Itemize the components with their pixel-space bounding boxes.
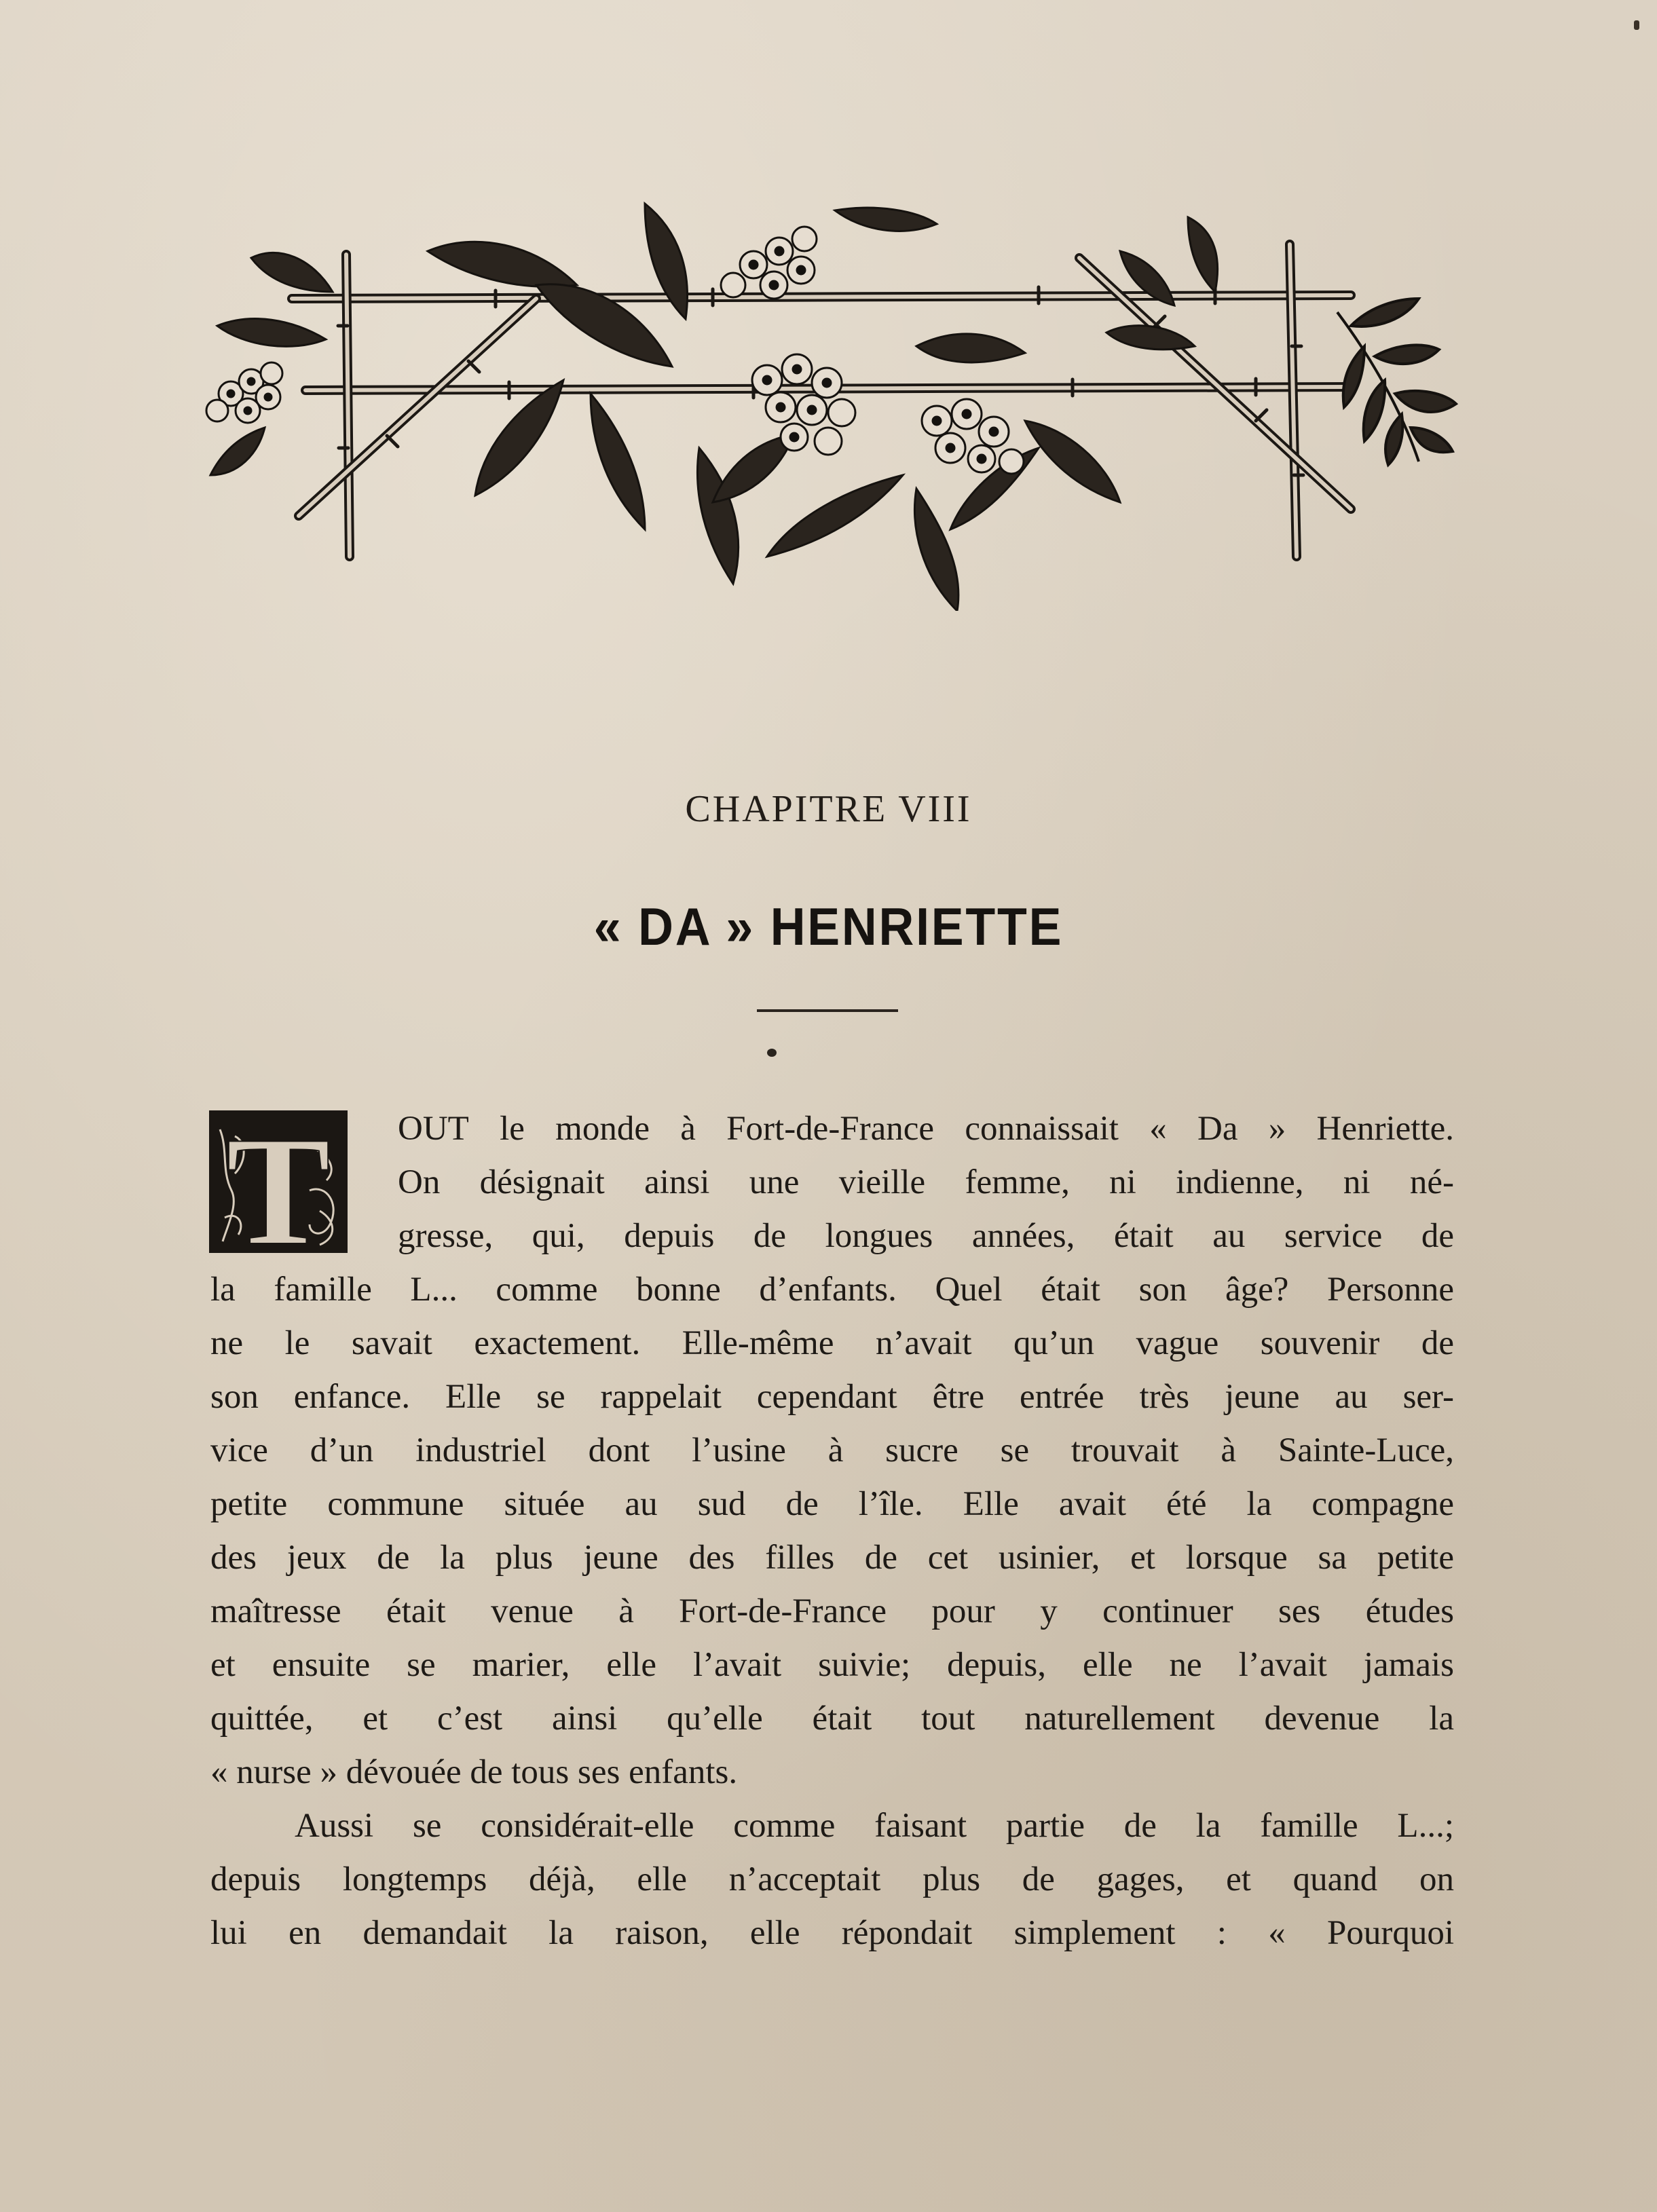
text-line: On désignait ainsi une vieille femme, ni indienne, ni né- (398, 1163, 1454, 1201)
page-edge-mark (1634, 20, 1639, 30)
text-line: et ensuite se marier, elle l’avait suivie; depuis, elle ne l’avait jamais (210, 1646, 1454, 1684)
text-line: gresse, qui, depuis de longues années, était au service de (398, 1217, 1454, 1255)
text-line: « nurse » dévouée de tous ses enfants. (210, 1753, 738, 1791)
title-dot (767, 1049, 777, 1057)
floral-bamboo-ornament (156, 190, 1487, 611)
text-line: la famille L... comme bonne d’enfants. Quel était son âge? Personne (210, 1271, 1454, 1309)
text-line: petite commune située au sud de l’île. Elle avait été la compagne (210, 1485, 1454, 1523)
chapter-title: « DA » HENRIETTE (593, 897, 1064, 956)
text-line-rest: le monde à Fort-de-France connaissait « Da » Henriette. (468, 1110, 1454, 1148)
text-line (210, 1102, 1454, 1156)
title-rule (757, 1009, 898, 1012)
text-line: lui en demandait la raison, elle répondait simplement : « Pourquoi (210, 1914, 1454, 1952)
paragraph-1 (210, 1102, 1454, 1799)
text-line: ne le savait exactement. Elle-même n’avait qu’un vague souvenir de (210, 1324, 1454, 1362)
text-line: quittée, et c’est ainsi qu’elle était tout naturellement devenue la (210, 1700, 1454, 1738)
chapter-label: CHAPITRE VIII (685, 788, 972, 830)
text-line: son enfance. Elle se rappelait cependant être entrée très jeune au ser- (210, 1378, 1454, 1416)
text-line: vice d’un industriel dont l’usine à sucre se trouvait à Sainte-Luce, (210, 1431, 1454, 1469)
text-line: Aussi se considérait-elle comme faisant partie de la famille L...; (295, 1807, 1454, 1845)
text-line: des jeux de la plus jeune des filles de cet usinier, et lorsque sa petite (210, 1539, 1454, 1577)
paragraph-2 (210, 1799, 1454, 1960)
text-line: maîtresse était venue à Fort-de-France pour y continuer ses études (210, 1592, 1454, 1630)
dropcap-letter: T (226, 1109, 331, 1254)
text-line: depuis longtemps déjà, elle n’acceptait plus de gages, et quand on (210, 1860, 1454, 1898)
first-word: OUT (398, 1110, 469, 1148)
